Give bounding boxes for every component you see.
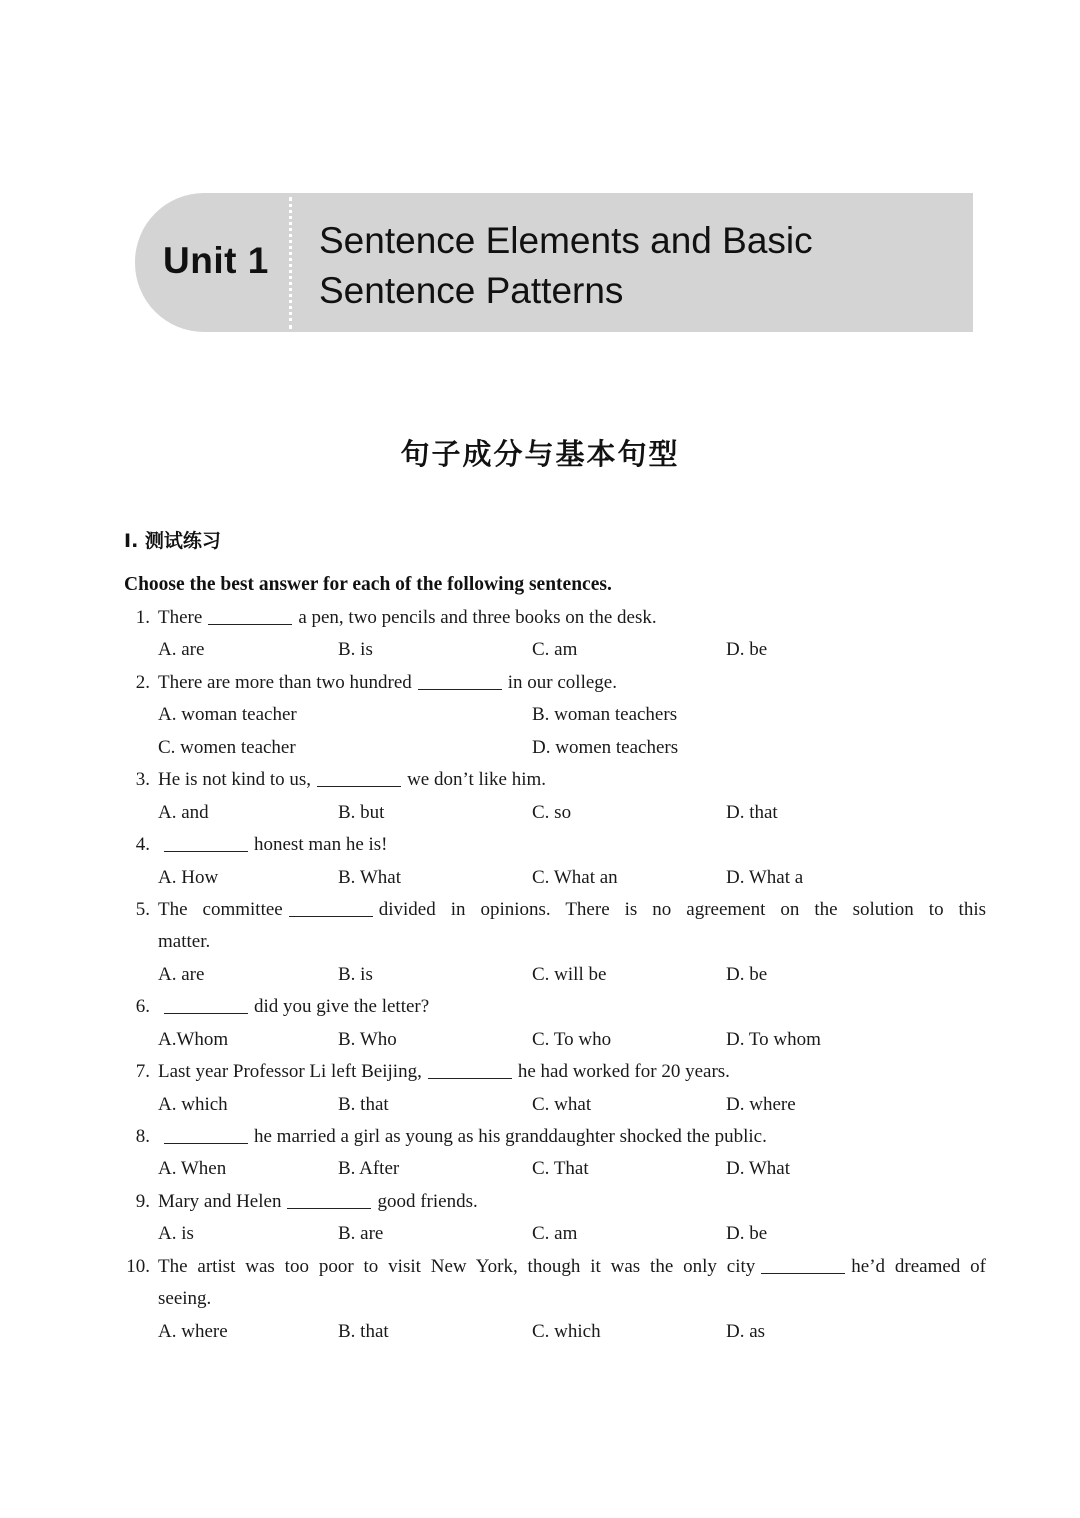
question-text-before: There are more than two hundred xyxy=(158,671,412,693)
question-text-after: divided in opinions. There is no agreement on the solution to this xyxy=(378,898,987,920)
question-text xyxy=(158,602,657,634)
question-line xyxy=(0,1056,1080,1088)
answer-option: C. am xyxy=(532,639,578,661)
question-number: 2. xyxy=(135,671,150,693)
option-row xyxy=(0,862,1080,894)
answer-blank xyxy=(317,785,401,787)
question-number: 8. xyxy=(135,1126,150,1147)
answer-option: C. To who xyxy=(532,1028,612,1050)
question-line xyxy=(0,1186,1080,1218)
question-line xyxy=(0,1121,1080,1153)
question-line xyxy=(0,764,1080,796)
question-text xyxy=(158,1251,986,1283)
question-text-after: he had worked for 20 years. xyxy=(517,1061,730,1083)
question-number: 10. xyxy=(126,1255,150,1277)
question-text-after: a pen, two pencils and three books on the desk. xyxy=(298,607,657,628)
unit-title-line-1: Sentence Elements and Basic xyxy=(319,220,813,261)
answer-option: D. as xyxy=(726,1320,766,1342)
answer-option: D. be xyxy=(726,963,768,985)
instructions: Choose the best answer for each of the following sentences. xyxy=(124,574,612,595)
answer-option: B. What xyxy=(338,866,401,888)
unit-title xyxy=(319,216,939,316)
answer-blank xyxy=(418,688,502,690)
question-text xyxy=(158,894,986,926)
question-number: 1. xyxy=(135,607,150,628)
answer-option: D. women teachers xyxy=(532,736,679,758)
option-row xyxy=(0,1024,1080,1056)
answer-option: C. am xyxy=(532,1223,578,1245)
option-row xyxy=(0,1089,1080,1121)
answer-option: D. be xyxy=(726,639,768,661)
option-row xyxy=(0,1218,1080,1250)
question-list xyxy=(0,602,1080,1348)
answer-option: A. and xyxy=(158,801,209,823)
question-text-after: he married a girl as young as his granddaughter shocked the public. xyxy=(254,1126,767,1147)
answer-blank xyxy=(287,1207,371,1209)
unit-title-line-2: Sentence Patterns xyxy=(319,270,624,311)
answer-option: C. What an xyxy=(532,866,618,888)
question-number: 7. xyxy=(135,1061,150,1083)
answer-option: C. will be xyxy=(532,963,607,985)
question-number: 4. xyxy=(135,834,150,856)
answer-option: D. that xyxy=(726,801,778,823)
question-continuation: seeing. xyxy=(158,1288,212,1310)
question-text xyxy=(158,991,429,1023)
question-line xyxy=(0,602,1080,634)
question-line xyxy=(0,829,1080,861)
answer-option: A. are xyxy=(158,639,205,661)
question-text xyxy=(158,829,388,861)
question-line xyxy=(0,1251,1080,1283)
question-line xyxy=(0,894,1080,926)
question-text-before: There xyxy=(158,607,203,628)
option-row xyxy=(0,1153,1080,1185)
question-text-after: in our college. xyxy=(507,671,617,693)
answer-option: A. is xyxy=(158,1223,194,1245)
answer-option: B. is xyxy=(338,963,373,985)
answer-option: D. What a xyxy=(726,866,804,888)
answer-option: A. woman teacher xyxy=(158,704,297,726)
question-text-before: The artist was too poor to visit New York, though it was the only city xyxy=(158,1255,756,1277)
answer-option: B. After xyxy=(338,1158,400,1180)
question-text-after: did you give the letter? xyxy=(254,996,430,1018)
answer-option: B. that xyxy=(338,1320,389,1342)
answer-blank xyxy=(164,1012,248,1014)
answer-option: A. How xyxy=(158,866,219,888)
question-text-before: The committee xyxy=(158,898,283,920)
answer-option: D. To whom xyxy=(726,1028,821,1050)
answer-option: C. what xyxy=(532,1093,592,1115)
answer-option: C. That xyxy=(532,1158,589,1180)
question-text-after: he’d dreamed of xyxy=(851,1255,986,1277)
answer-option: B. woman teachers xyxy=(532,704,678,726)
answer-option: D. where xyxy=(726,1093,796,1115)
answer-blank xyxy=(428,1077,512,1079)
banner-divider xyxy=(289,197,292,329)
question-number: 9. xyxy=(135,1190,150,1212)
question-continuation-line xyxy=(0,1283,1080,1315)
question-number: 3. xyxy=(135,769,150,791)
answer-option: B. is xyxy=(338,639,373,661)
answer-option: B. but xyxy=(338,801,385,823)
answer-option: A.Whom xyxy=(158,1028,229,1050)
option-row xyxy=(0,699,1080,731)
question-text-before: Mary and Helen xyxy=(158,1190,282,1212)
answer-option: A. which xyxy=(158,1093,228,1115)
question-text-after: honest man he is! xyxy=(254,834,388,856)
question-line xyxy=(0,667,1080,699)
answer-option: A. When xyxy=(158,1158,227,1180)
answer-blank xyxy=(164,850,248,852)
question-text-before: Last year Professor Li left Beijing, xyxy=(158,1061,422,1083)
answer-blank xyxy=(208,623,292,625)
option-row xyxy=(0,1316,1080,1348)
answer-option: B. are xyxy=(338,1223,384,1245)
option-row xyxy=(0,732,1080,764)
chinese-title: 句子成分与基本句型 xyxy=(400,437,680,471)
question-text-before: He is not kind to us, xyxy=(158,769,312,791)
answer-blank xyxy=(761,1272,845,1274)
question-text xyxy=(158,764,546,796)
answer-option: C. so xyxy=(532,801,572,823)
question-text-after: we don’t like him. xyxy=(407,769,547,791)
answer-blank xyxy=(164,1142,248,1144)
answer-option: B. that xyxy=(338,1093,389,1115)
question-text xyxy=(158,1056,730,1088)
question-continuation-line xyxy=(0,926,1080,958)
answer-option: D. What xyxy=(726,1158,791,1180)
question-number: 6. xyxy=(135,996,150,1018)
question-text-after: good friends. xyxy=(377,1190,478,1212)
question-text xyxy=(158,1186,478,1218)
answer-option: B. Who xyxy=(338,1028,397,1050)
question-continuation: matter. xyxy=(158,931,211,953)
question-text xyxy=(158,1121,767,1153)
question-text xyxy=(158,667,617,699)
answer-option: A. are xyxy=(158,963,205,985)
unit-label: Unit 1 xyxy=(163,240,269,281)
answer-option: C. which xyxy=(532,1320,601,1342)
question-number: 5. xyxy=(135,898,150,920)
option-row xyxy=(0,959,1080,991)
option-row xyxy=(0,797,1080,829)
section-heading: I. 测试练习 xyxy=(124,530,221,552)
answer-blank xyxy=(289,915,373,917)
answer-option: C. women teacher xyxy=(158,736,296,758)
option-row xyxy=(0,634,1080,666)
answer-option: D. be xyxy=(726,1223,768,1245)
question-line xyxy=(0,991,1080,1023)
answer-option: A. where xyxy=(158,1320,228,1342)
